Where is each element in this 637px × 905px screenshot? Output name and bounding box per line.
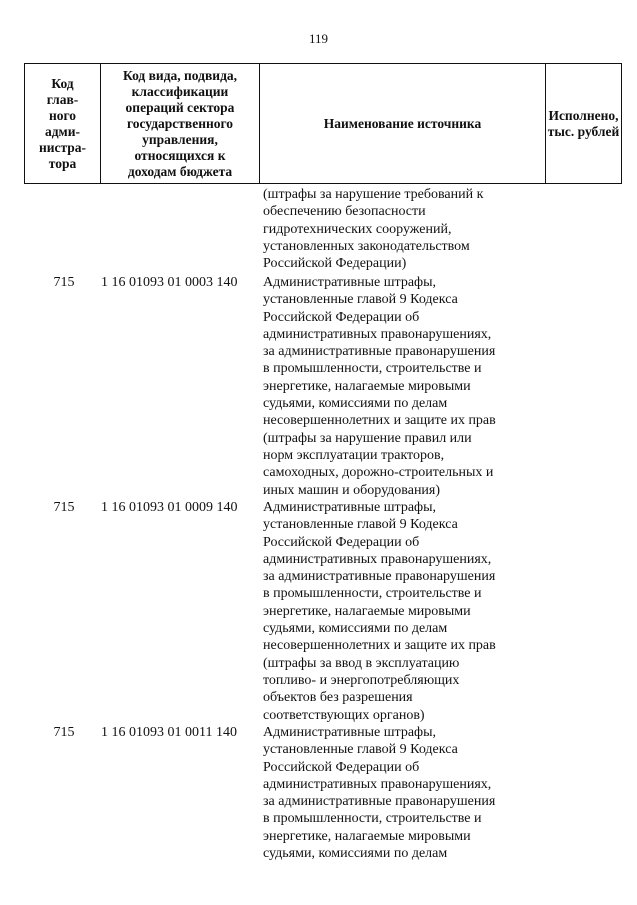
header-executed-label: Исполнено, тыс. рублей: [547, 107, 620, 139]
row-1-name: Административные штрафы, установленные главой 9 Кодекса Российской Федерации об административных правонарушениях, за административные правонарушения в промышленности, строительстве и энергетике, налагаемые мировыми судьями, комиссиями по делам несовершеннолетних и защите их прав (штрафы за нарушение правил или норм эксплуатации тракторов, самоходных, дорожно-строительных и иных машин и оборудования): [263, 275, 496, 498]
table-header: [24, 63, 622, 184]
continuation-text: (штрафы за нарушение требований к обеспечению безопасности гидротехнических сооружений, установленных законодательством Российской Федерации): [263, 187, 484, 272]
row-3-name: Административные штрафы, установленные главой 9 Кодекса Российской Федерации об административных правонарушениях, за административные правонарушения в промышленности, строительстве и энергетике, налагаемые мировыми судьями, комиссиями по делам: [263, 725, 496, 862]
header-classification-code-label: Код вида, подвида, классификации операций сектора государственного управления, относящихся к доходам бюджета: [122, 67, 238, 179]
row-3-classification-code: 1 16 01093 01 0011 140: [101, 725, 237, 740]
header-admin-code-label: Код глав- ного адми- нистра- тора: [38, 75, 87, 171]
row-1-admin-code: 715: [53, 275, 75, 290]
row-2-admin-code: 715: [53, 500, 75, 515]
row-2-name: Административные штрафы, установленные главой 9 Кодекса Российской Федерации об административных правонарушениях, за административные правонарушения в промышленности, строительстве и энергетике, налагаемые мировыми судьями, комиссиями по делам несовершеннолетних и защите их прав (штрафы за ввод в эксплуатацию топливо- и энергопотребляющих объектов без разрешения соответствующих органов): [263, 500, 496, 723]
header-admin-code: [25, 64, 101, 183]
header-classification-code: [101, 64, 260, 183]
header-source-name-label: Наименование источника: [323, 115, 482, 131]
header-executed: [546, 64, 621, 183]
row-2-classification-code: 1 16 01093 01 0009 140: [101, 500, 238, 515]
header-source-name: [260, 64, 546, 183]
row-1-classification-code: 1 16 01093 01 0003 140: [101, 275, 238, 290]
row-3-admin-code: 715: [53, 725, 75, 740]
page-number: 119: [308, 31, 329, 46]
